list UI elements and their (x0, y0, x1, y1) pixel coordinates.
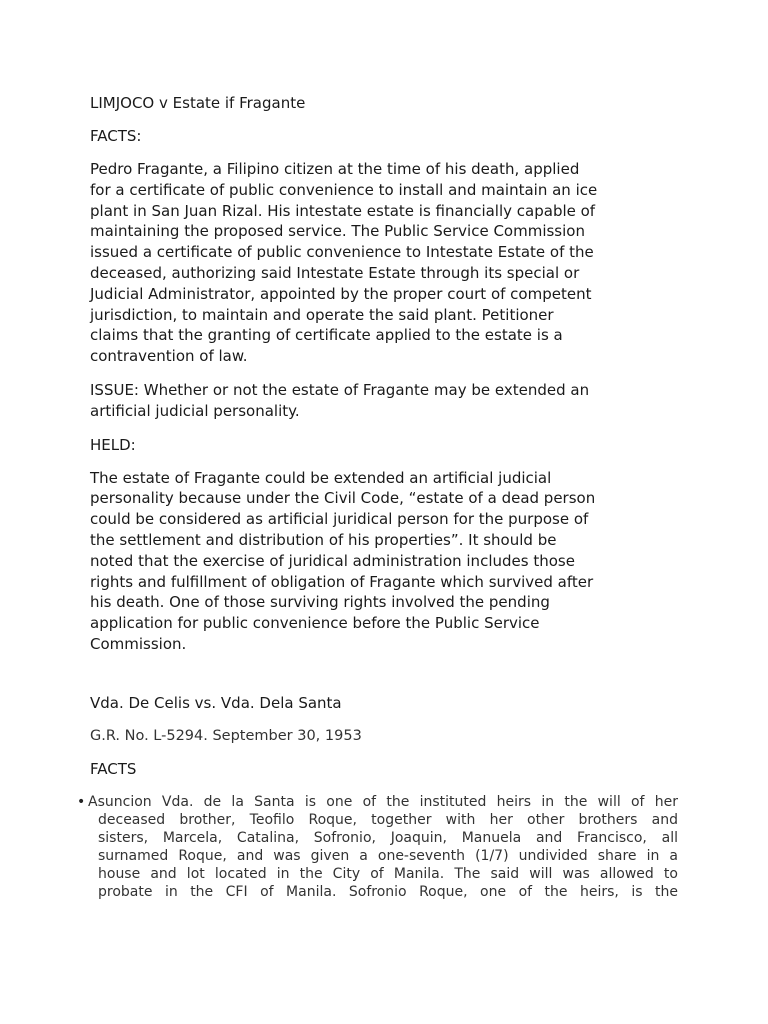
section-spacer (90, 655, 680, 693)
text-line: Asuncion Vda. de la Santa is one of the instituted heirs in the will of her (88, 793, 678, 810)
text-line: his death. One of those surviving rights involved the pending (90, 593, 550, 612)
text-line: ISSUE: Whether or not the estate of Fragante may be extended an (90, 380, 590, 399)
bullet-text (90, 793, 678, 901)
text-line: application for public convenience before the Public Service (90, 614, 540, 633)
issue-paragraph (90, 380, 680, 422)
text-line: Commission. (90, 634, 187, 653)
text-line: rights and fulfillment of obligation of Fragante which survived after (90, 572, 594, 591)
text-line: house and lot located in the City of Manila. The said will was allowed to (98, 865, 678, 882)
facts-heading: FACTS (90, 759, 137, 778)
document-page (77, 93, 680, 901)
text-line: deceased brother, Teofilo Roque, together with her other brothers and (98, 811, 678, 828)
text-line: for a certificate of public convenience to install and maintain an ice (90, 180, 598, 199)
bullet-list-item (77, 793, 680, 901)
text-line: deceased, authorizing said Intestate Estate through its special or (90, 263, 580, 282)
text-line: contravention of law. (90, 347, 248, 366)
text-line: probate in the CFI of Manila. Sofronio Roque, one of the heirs, is the (98, 883, 678, 900)
text-line: issued a certificate of public convenience to Intestate Estate of the (90, 243, 594, 262)
text-line: artificial judicial personality. (90, 401, 300, 420)
text-line: maintaining the proposed service. The Public Service Commission (90, 222, 585, 241)
text-line: the settlement and distribution of his properties”. It should be (90, 530, 557, 549)
text-line: Pedro Fragante, a Filipino citizen at the time of his death, applied (90, 160, 580, 178)
case-title: LIMJOCO v Estate if Fragante (90, 94, 306, 112)
case-citation: G.R. No. L-5294. September 30, 1953 (90, 727, 362, 744)
held-heading: HELD: (90, 435, 136, 454)
text-line: Judicial Administrator, appointed by the proper court of competent (90, 284, 592, 303)
text-line: The estate of Fragante could be extended an artificial judicial (90, 468, 552, 487)
text-line: surnamed Roque, and was given a one-seventh (1/7) undivided share in a (98, 847, 678, 864)
facts-heading: FACTS: (90, 127, 142, 145)
bullet-icon: • (77, 793, 86, 810)
facts-paragraph (90, 159, 680, 367)
text-line: personality because under the Civil Code, “estate of a dead person (90, 489, 596, 508)
case-title: Vda. De Celis vs. Vda. Dela Santa (90, 693, 342, 712)
text-line: claims that the granting of certificate applied to the estate is a (90, 326, 563, 345)
held-paragraph (90, 468, 680, 655)
text-line: jurisdiction, to maintain and operate the said plant. Petitioner (90, 305, 554, 324)
text-line: sisters, Marcela, Catalina, Sofronio, Joaquin, Manuela and Francisco, all (98, 829, 678, 846)
text-line: noted that the exercise of juridical administration includes those (90, 551, 575, 570)
text-line: could be considered as artificial juridical person for the purpose of (90, 510, 589, 529)
text-line: plant in San Juan Rizal. His intestate estate is financially capable of (90, 201, 596, 220)
